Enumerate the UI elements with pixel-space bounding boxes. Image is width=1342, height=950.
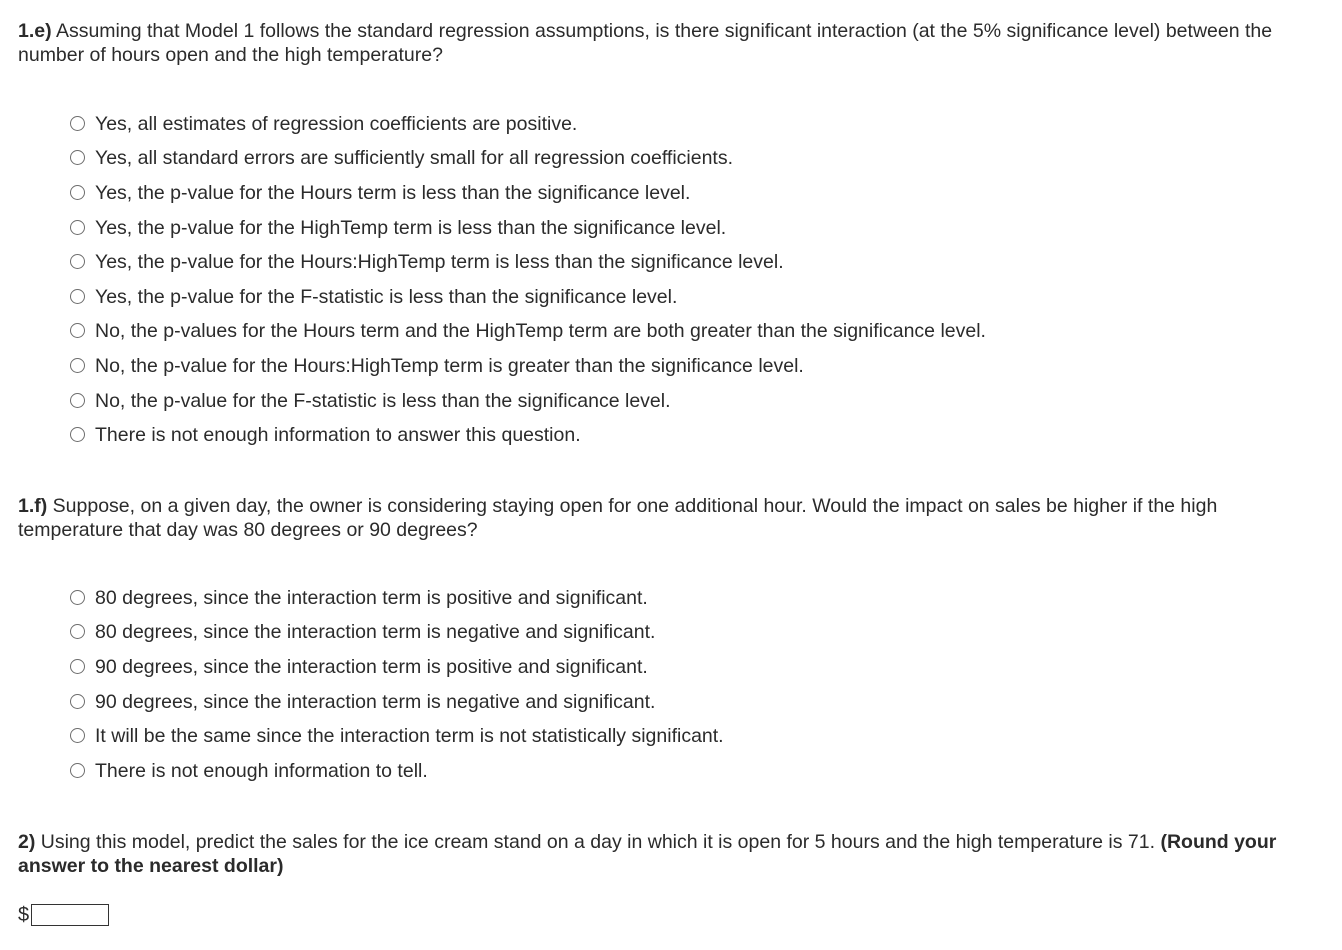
option-label: No, the p-value for the F-statistic is less than the significance level.: [95, 389, 671, 412]
q1e-option-5[interactable]: [70, 245, 986, 280]
radio-button[interactable]: [70, 728, 85, 743]
option-label: Yes, all standard errors are sufficiently small for all regression coefficients.: [95, 147, 734, 170]
option-label: Yes, the p-value for the F-statistic is less than the significance level.: [95, 285, 678, 308]
q1e-option-1[interactable]: [70, 107, 986, 142]
radio-button[interactable]: [70, 289, 85, 304]
q1e-option-7[interactable]: [70, 315, 986, 350]
q1e-option-9[interactable]: [70, 384, 986, 419]
question-2: [18, 830, 1278, 878]
question-2-number: 2): [18, 831, 36, 853]
question-1e-text: Assuming that Model 1 follows the standard regression assumptions, is there significant interaction (at the 5% significance level) between the number of hours open and the high temperature?: [18, 20, 1273, 66]
radio-button[interactable]: [70, 358, 85, 373]
radio-button[interactable]: [70, 150, 85, 165]
radio-button[interactable]: [70, 220, 85, 235]
option-label: Yes, the p-value for the Hours term is less than the significance level.: [95, 181, 691, 204]
option-label: No, the p-value for the Hours:HighTemp term is greater than the significance level.: [95, 354, 804, 377]
q1f-option-2[interactable]: [70, 616, 724, 651]
question-2-rounding-note: (Round your answer to the nearest dollar): [18, 831, 1277, 877]
option-label: Yes, all estimates of regression coefficients are positive.: [95, 112, 578, 135]
q1e-option-2[interactable]: [70, 142, 986, 177]
option-label: No, the p-values for the Hours term and the HighTemp term are both greater than the significance level.: [95, 320, 986, 343]
question-1f-options: [70, 581, 724, 789]
option-label: 90 degrees, since the interaction term is negative and significant.: [95, 690, 656, 713]
question-1f-text: Suppose, on a given day, the owner is considering staying open for one additional hour. Would the impact on sales be higher if the high temperature that day was 80 degrees or 90 degrees?: [18, 495, 1218, 541]
q1e-option-8[interactable]: [70, 349, 986, 384]
option-label: There is not enough information to answer this question.: [95, 424, 581, 447]
q1e-option-6[interactable]: [70, 280, 986, 315]
option-label: It will be the same since the interaction term is not statistically significant.: [95, 725, 724, 748]
radio-button[interactable]: [70, 624, 85, 639]
question-2-text: Using this model, predict the sales for the ice cream stand on a day in which it is open for 5 hours and the high temperature is 71.: [35, 831, 1161, 853]
currency-symbol: $: [18, 904, 30, 926]
answer-row: [18, 903, 109, 927]
question-1e-number: 1.e): [18, 20, 52, 42]
question-1f-number: 1.f): [18, 495, 48, 517]
radio-button[interactable]: [70, 323, 85, 338]
q1f-option-6[interactable]: [70, 754, 724, 789]
question-1e-options: [70, 107, 986, 453]
q1e-option-10[interactable]: [70, 418, 986, 453]
q1f-option-1[interactable]: [70, 581, 724, 616]
radio-button[interactable]: [70, 659, 85, 674]
q1f-option-3[interactable]: [70, 650, 724, 685]
radio-button[interactable]: [70, 185, 85, 200]
option-label: Yes, the p-value for the HighTemp term is less than the significance level.: [95, 216, 727, 239]
radio-button[interactable]: [70, 763, 85, 778]
q1e-option-4[interactable]: [70, 211, 986, 246]
radio-button[interactable]: [70, 393, 85, 408]
option-label: 80 degrees, since the interaction term is positive and significant.: [95, 586, 648, 609]
q1e-option-3[interactable]: [70, 176, 986, 211]
option-label: 90 degrees, since the interaction term is positive and significant.: [95, 655, 648, 678]
radio-button[interactable]: [70, 590, 85, 605]
radio-button[interactable]: [70, 116, 85, 131]
radio-button[interactable]: [70, 427, 85, 442]
radio-button[interactable]: [70, 254, 85, 269]
q1f-option-5[interactable]: [70, 719, 724, 754]
option-label: There is not enough information to tell.: [95, 759, 428, 782]
q1f-option-4[interactable]: [70, 685, 724, 720]
option-label: Yes, the p-value for the Hours:HighTemp term is less than the significance level.: [95, 251, 784, 274]
sales-answer-input[interactable]: [31, 904, 109, 926]
radio-button[interactable]: [70, 694, 85, 709]
option-label: 80 degrees, since the interaction term is negative and significant.: [95, 621, 656, 644]
question-1e: [18, 19, 1278, 67]
question-1f: [18, 494, 1278, 542]
